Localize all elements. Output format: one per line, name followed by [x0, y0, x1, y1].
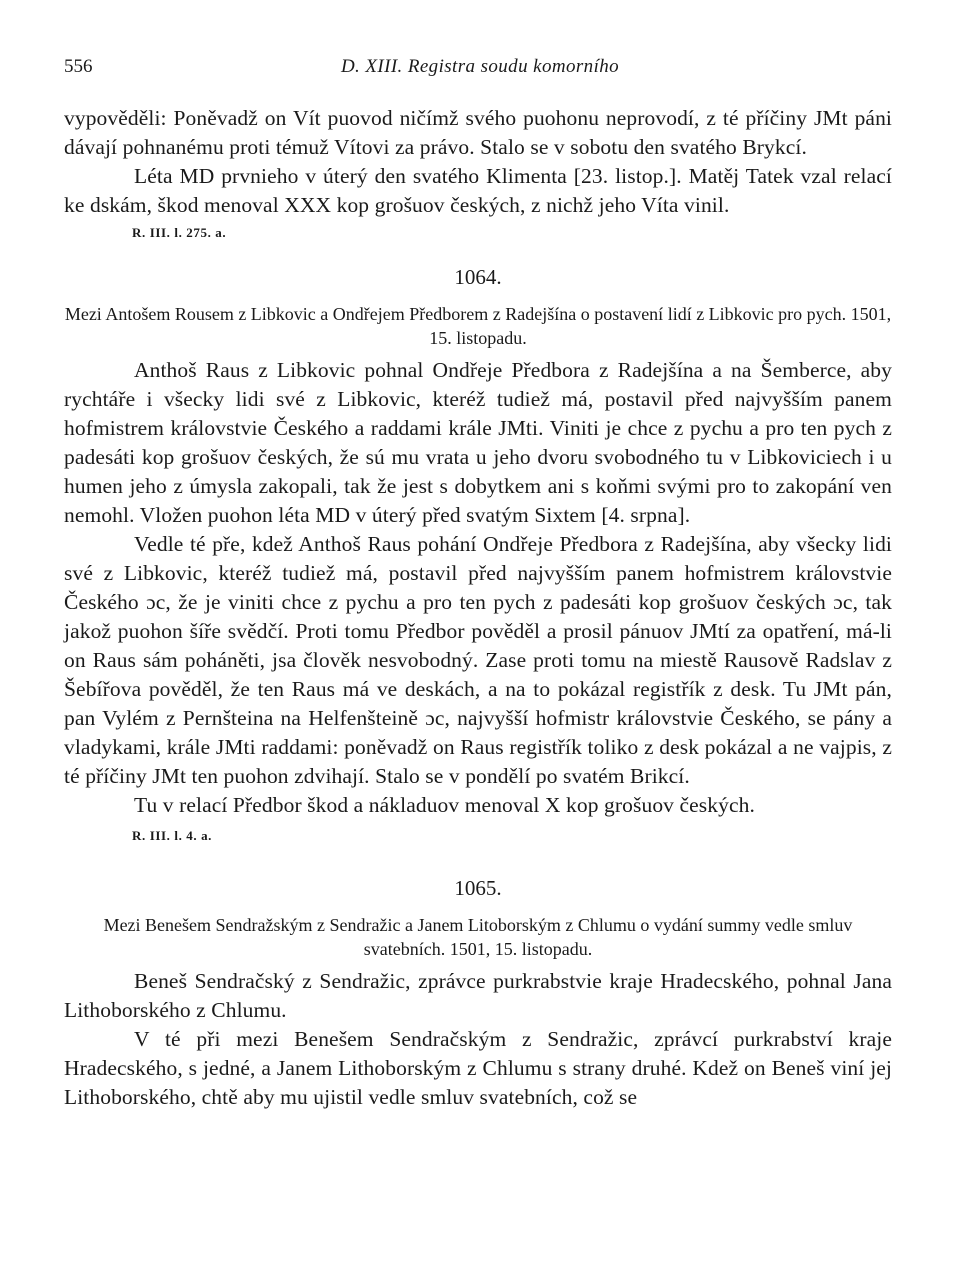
- entry-1064-paragraph-1: Anthoš Raus z Libkovic pohnal Ondřeje Předbora z Radejšína a na Šemberce, aby rychtáře i všecky lidi své z Libkovic, kteréž tudiež má, postavil před najvyšším panem hofmistrem královstvie Českého a raddami krále JMti. Viniti je chce z pychu a pro ten pych z padesáti kop grošuov českých, že sú mu vrata u jeho dvoru svobodného tu v Libkoviciech i u humen jeho z úmysla zakopali, tak že jest s dobytkem ani s koňmi svými pro to zakopání ven nemohl. Vložen puohon léta MD v úterý před svatým Sixtem [4. srpna].: [64, 358, 892, 527]
- entry-1065-paragraph-1: Beneš Sendračský z Sendražic, zprávce purkrabstvie kraje Hradecského, pohnal Jana Lithoborského z Chlumu.: [64, 969, 892, 1022]
- page-body: [64, 104, 892, 1112]
- entry-regest-1064: Mezi Antošem Rousem z Libkovic a Ondřejem Předborem z Radejšína o postavení lidí z Libkovic pro pych. 1501, 15. listopadu.: [64, 304, 892, 348]
- continuation-paragraph-relation: Léta MD prvnieho v úterý den svatého Klimenta [23. listop.]. Matěj Tatek vzal relací ke dskám, škod menoval XXX kop grošuov českých, z nichž jeho Víta vinil.: [64, 164, 892, 217]
- entry-1064-paragraph-3: Tu v relací Předbor škod a nákladuov menoval X kop grošuov českých.: [134, 793, 755, 817]
- archival-reference: R. III. l. 275. a.: [132, 225, 227, 240]
- entry-1064-paragraph-2: Vedle té pře, kdež Anthoš Raus pohání Ondřeje Předbora z Radejšína, aby všecky lidi své z Libkovic, kteréž tudiež má, postavil před najvyšším panem hofmistrem královstvie Českého ɔc, že je viniti chce z pychu a pro ten pych z padesáti kop grošuov českých ɔc, tak jakož puohon šíře svědčí. Proti tomu Předbor pověděl a prosil pánuov JMtí za opatření, má-li on Raus sám poháněti, jsa člověk nesvobodný. Zase proti tomu na miestě Rausově Radslav z Šebířova pověděl, že ten Raus má ve deskách, a na to pokázal registřík z desk. Tu JMt pán, pan Vylém z Pernšteina na Helfenšteině ɔc, najvyšší hofmistr královstvie Českého, se pány a vladykami, krále JMti raddami: poněvadž on Raus registřík toliko z desk pokázal a ne vajpis, z té příčiny JMt ten puohon zdvihají. Stalo se v pondělí po svatém Brikcí.: [64, 532, 892, 788]
- running-head: D. XIII. Registra soudu komorního: [340, 56, 620, 77]
- continuation-paragraph: vypověděli: Poněvadž on Vít puovod ničímž svého puohonu neprovodí, z té příčiny JMt páni dávají pohnanému proti témuž Vítovi za právo. Stalo se v sobotu den svatého Brykcí.: [64, 106, 892, 159]
- entry-regest-1065: Mezi Benešem Sendražským z Sendražic a Janem Litoborským z Chlumu o vydání summy vedle smluv svatebních. 1501, 15. listopadu.: [103, 915, 853, 959]
- page-header: [64, 56, 896, 86]
- page-number: 556: [64, 56, 93, 77]
- entry-number-1064: 1064.: [454, 265, 502, 289]
- archival-reference-1064: R. III. l. 4. a.: [132, 828, 213, 843]
- entry-1065-paragraph-2: V té při mezi Benešem Sendračským z Sendražic, zprávcí purkrabství kraje Hradecského, s jedné, a Janem Lithoborským z Chlumu s strany druhé. Kdež on Beneš viní jej Lithoborského, chtě aby mu ujistil vedle smluv svatebních, což se: [64, 1027, 892, 1109]
- entry-number-1065: 1065.: [454, 876, 502, 900]
